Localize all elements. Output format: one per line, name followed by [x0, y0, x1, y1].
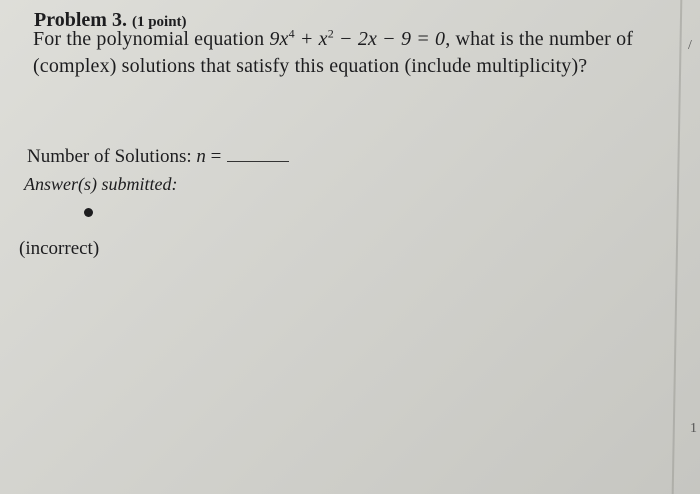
- question-text: [33, 26, 663, 80]
- submitted-label: Answer(s) submitted:: [24, 174, 178, 194]
- edge-mark-bottom: 1: [690, 421, 697, 436]
- question-lead: For the polynomial equation: [33, 28, 270, 50]
- page-edge-divider: [672, 0, 683, 494]
- eq-rest: − 2x − 9 = 0: [333, 28, 446, 50]
- problem-title: Problem 3.: [34, 9, 127, 31]
- status-incorrect: (incorrect): [19, 238, 100, 259]
- answer-label: Number of Solutions:: [27, 146, 197, 167]
- polynomial-equation: [269, 28, 445, 50]
- answer-line: [27, 146, 289, 168]
- answer-blank-field[interactable]: [227, 161, 289, 162]
- eq-term-2: + x: [294, 28, 328, 50]
- edge-mark-top: /: [688, 38, 692, 53]
- question-tail: , what is the number of (complex) solutions that satisfy this equation (include multiplicity)?: [33, 28, 634, 77]
- answer-equals: =: [205, 146, 222, 167]
- problem-points: (1 point): [131, 14, 187, 30]
- submitted-answer-bullet: [84, 208, 93, 217]
- answer-variable: n: [196, 146, 206, 167]
- eq-exponent-1: 4: [288, 26, 295, 41]
- eq-exponent-2: 2: [327, 26, 334, 41]
- eq-term-1: 9x: [269, 28, 289, 50]
